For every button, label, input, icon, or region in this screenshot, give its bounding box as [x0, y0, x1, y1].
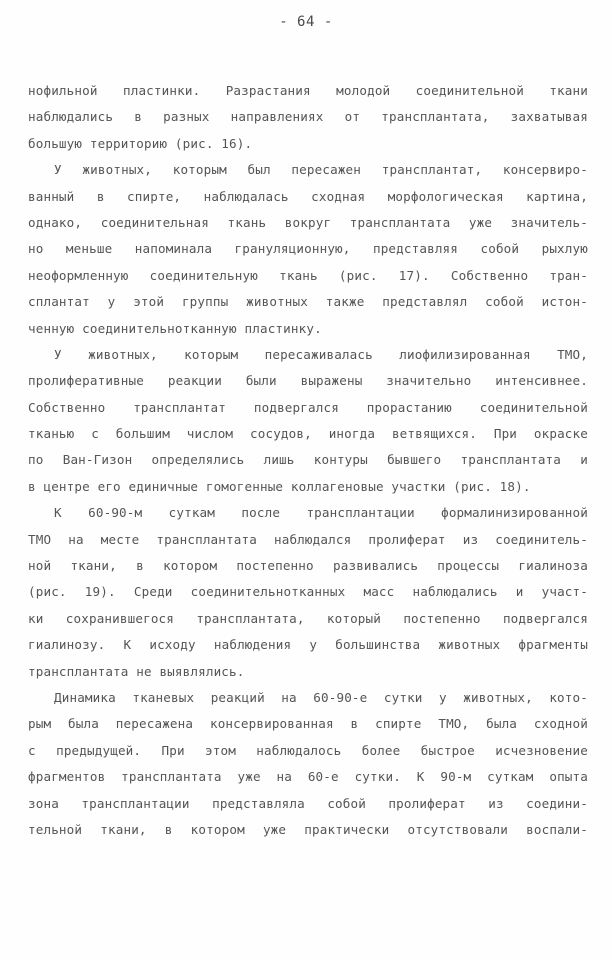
text-line: трансплантата не выявлялись.: [28, 663, 245, 679]
text-line: гиалинозу. К исходу наблюдения у большинства животных фрагменты: [28, 637, 588, 653]
text-line: У животных, которым был пересажен трансплантат, консервиро-: [54, 162, 588, 178]
text-line: неоформленную соединительную ткань (рис. 17). Собственно тран-: [28, 267, 588, 283]
text-line: ной ткани, в котором постепенно развивались процессы гиалиноза: [28, 558, 588, 574]
text-line: ТМО на месте трансплантата наблюдался пролиферат из соединитель-: [28, 531, 588, 547]
text-line: большую территорию (рис. 16).: [28, 135, 253, 151]
text-line: тельной ткани, в котором уже практически отсутствовали воспали-: [28, 821, 588, 837]
text-line: тканью с большим числом сосудов, иногда ветвящихся. При окраске: [28, 426, 588, 442]
text-line: наблюдались в разных направлениях от трансплантата, захватывая: [28, 109, 588, 125]
text-line: сплантат у этой группы животных также представлял собой истон-: [28, 294, 588, 310]
text-line: но меньше напоминала грануляционную, представляя собой рыхлую: [28, 241, 588, 257]
text-line: в центре его единичные гомогенные коллагеновые участки (рис. 18).: [28, 478, 531, 494]
text-line: однако, соединительная ткань вокруг трансплантата уже значитель-: [28, 214, 588, 230]
text-line: Собственно трансплантат подвергался прорастанию соединительной: [28, 399, 588, 415]
text-line: Динамика тканевых реакций на 60-90-е сутки у животных, кото-: [54, 689, 588, 705]
text-line: пролиферативные реакции были выражены значительно интенсивнее.: [28, 373, 588, 389]
text-line: К 60-90-м суткам после трансплантации формалинизированной: [54, 505, 588, 521]
text-line: (рис. 19). Среди соединительнотканных масс наблюдались и участ-: [28, 584, 588, 600]
text-line: У животных, которым пересаживалась лиофилизированная ТМО,: [54, 346, 588, 362]
body-text: [28, 78, 588, 843]
text-line: нофильной пластинки. Разрастания молодой соединительной ткани: [28, 83, 588, 98]
text-line: ченную соединительнотканную пластинку.: [28, 320, 322, 336]
text-line: ванный в спирте, наблюдалась сходная морфологическая картина,: [28, 188, 588, 204]
page-number: - 64 -: [279, 14, 333, 30]
text-line: ки сохранившегося трансплантата, который постепенно подвергался: [28, 610, 588, 626]
text-line: по Ван-Гизон определялись лишь контуры бывшего трансплантата и: [28, 452, 588, 468]
text-line: фрагментов трансплантата уже на 60-е сутки. К 90-м суткам опыта: [28, 769, 588, 785]
text-line: рым была пересажена консервированная в спирте ТМО, была сходной: [28, 716, 588, 732]
text-line: с предыдущей. При этом наблюдалось более быстрое исчезновение: [28, 742, 588, 758]
text-line: зона трансплантации представляла собой пролиферат из соедини-: [28, 795, 588, 811]
